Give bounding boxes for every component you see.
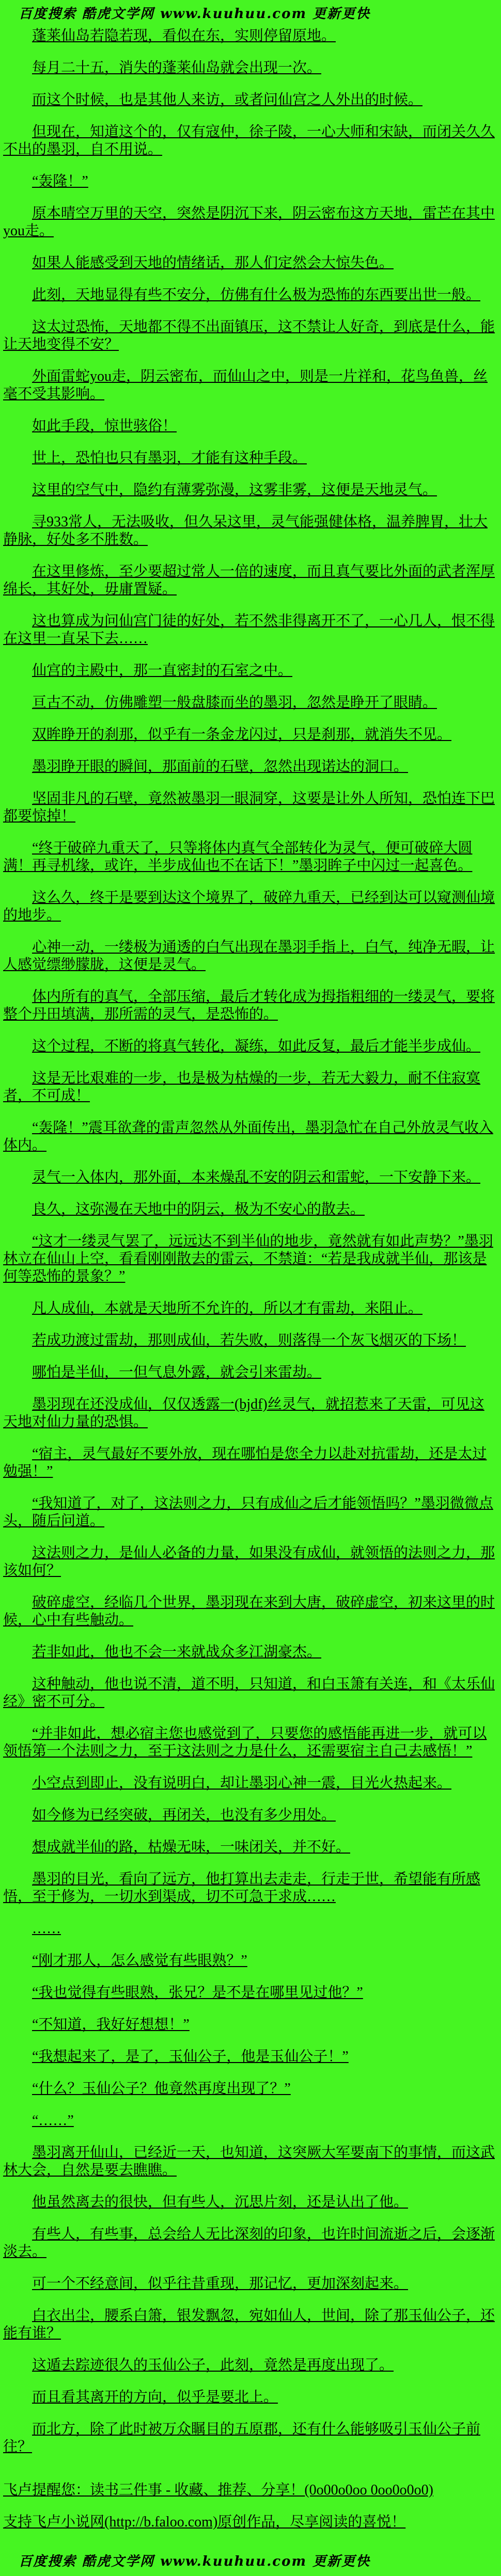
novel-paragraph: 这么久，终于是要到达这个境界了，破碎九重天，已经到达可以窥测仙境的地步。 [3, 890, 495, 923]
novel-paragraph: 可一个不经意间，似乎往昔重现，那记忆，更加深刻起来。 [32, 2276, 409, 2292]
novel-paragraph: 体内所有的真气，全部压缩，最后才转化成为拇指粗细的一缕灵气，要将整个丹田填满，那所需的灵气，是恐怖的。 [3, 989, 495, 1022]
novel-paragraph: “宿主，灵气最好不要外放，现在哪怕是您全力以赴对抗雷劫，还是太过勉强！” [3, 1446, 487, 1479]
novel-paragraph: 这里的空气中，隐约有薄雾弥漫，这雾非雾，这便是天地灵气。 [32, 482, 437, 498]
novel-paragraph: “终于破碎九重天了，只等将体内真气全部转化为灵气，便可破碎大圆满！再寻机缘，或许，半步成仙也不在话下！”墨羽眸子中闪过一起喜色。 [3, 840, 473, 874]
novel-paragraph: 而且看其离开的方向，似乎是要北上。 [32, 2389, 278, 2405]
novel-paragraph: …… [32, 1921, 61, 1937]
novel-paragraph: 良久，这弥漫在天地中的阴云，极为不安心的散去。 [32, 1201, 365, 1217]
novel-paragraph: 世上，恐怕也只有墨羽，才能有这种手段。 [32, 450, 307, 466]
novel-paragraph: 寻933常人，无法吸收，但久呆这里，灵气能强健体格，温养脾胃，壮大静脉，好处多不胜数。 [3, 514, 488, 548]
novel-paragraph: 双眸睁开的刹那，似乎有一条金龙闪过，只是刹那，就消失不见。 [32, 727, 452, 743]
novel-paragraph: 小空点到即止，没有说明白，却让墨羽心神一震，目光火热起来。 [32, 1775, 452, 1791]
novel-paragraph: 若成功渡过雷劫，那则成仙，若失败，则落得一个灰飞烟灭的下场！ [32, 1332, 466, 1348]
novel-paragraph: 这也算成为问仙宫门徒的好处，若不然非得离开不了，一心几人，恨不得在这里一直呆下去…… [3, 613, 495, 647]
novel-paragraph: 有些人，有些事，总会给人无比深刻的印象，也许时间流逝之后，会逐渐淡去。 [3, 2226, 495, 2260]
novel-paragraph: 白衣出尘，腰系白箫，银发飘忽，宛如仙人，世间，除了那玉仙公子，还能有谁？ [3, 2308, 495, 2341]
novel-paragraph: 仙宫的主殿中，那一直密封的石室之中。 [32, 663, 293, 679]
site-banner-top: 百度搜索 酷虎文学网 www.kuuhuu.com 更新更快 [19, 6, 371, 22]
novel-paragraph: 若非如此，他也不会一来就战众多江湖豪杰。 [32, 1644, 322, 1660]
novel-paragraph: 破碎虚空，经临几个世界，墨羽现在来到大唐，破碎虚空，初来这里的时候，心中有些触动。 [3, 1595, 495, 1628]
novel-paragraph: 这遁去踪迹很久的玉仙公子，此刻，竟然是再度出现了。 [32, 2357, 394, 2373]
novel-paragraph: “并非如此，想必宿主您也感觉到了，只要您的感悟能再进一步，就可以领悟第一个法则之力，至于这法则之力是什么，还需要宿主自己去感悟！” [3, 1726, 487, 1759]
novel-paragraph: 墨羽离开仙山，已经近一天，也知道，这突厥大军要南下的事情，而这武林大会，自然是要去瞧瞧。 [3, 2145, 495, 2178]
novel-paragraph: 蓬莱仙岛若隐若现，看似在东，实则停留原地。 [32, 28, 336, 44]
novel-paragraph: “我知道了，对了，这法则之力，只有成仙之后才能领悟吗？”墨羽微微点头，随后问道。 [3, 1495, 493, 1529]
novel-paragraph: 亘古不动，仿佛雕塑一般盘膝而坐的墨羽，忽然是睁开了眼睛。 [32, 695, 437, 711]
support-site-note: 支持飞卢小说网(http://b.faloo.com)原创作品，尽享阅读的喜悦！ [3, 2514, 406, 2530]
novel-paragraph: 坚固非凡的石壁，竟然被墨羽一眼洞穿，这要是让外人所知，恐怕连下巴都要惊掉！ [3, 791, 495, 824]
novel-paragraph: “刚才那人，怎么感觉有些眼熟？” [32, 1953, 247, 1969]
novel-paragraph: “轰隆！” [32, 173, 88, 189]
novel-paragraph: 原本晴空万里的天空，突然是阴沉下来，阴云密布这方天地，雷芒在其中you走。 [3, 205, 495, 239]
novel-content [0, 23, 501, 2531]
novel-paragraph: 这是无比艰难的一步，也是极为枯燥的一步，若无大毅力，耐不住寂寞者，不可成！ [3, 1070, 481, 1104]
novel-paragraph: 每月二十五，消失的蓬莱仙岛就会出现一次。 [32, 60, 322, 76]
novel-paragraph: 但现在，知道这个的，仅有寇仲，徐子陵，一心大师和宋缺，而闭关久久不出的墨羽，自不用说。 [3, 124, 495, 157]
novel-paragraph: “……” [32, 2113, 74, 2129]
novel-paragraph: 如此手段，惊世骇俗！ [32, 418, 177, 434]
site-banner-bottom: 百度搜索 酷虎文学网 www.kuuhuu.com 更新更快 [19, 2554, 371, 2569]
novel-paragraph: 这个过程，不断的将真气转化，凝练，如此反复，最后才能半步成仙。 [32, 1038, 481, 1054]
novel-paragraph: 在这里修炼，至少要超过常人一倍的速度，而且真气要比外面的武者浑厚绵长，其好处，毋庸置疑。 [3, 564, 495, 597]
novel-paragraph: 这种触动，他也说不清，道不明，只知道，和白玉箫有关连，和《太乐仙经》密不可分。 [3, 1676, 495, 1710]
novel-paragraph: 想成就半仙的路，枯燥无味，一味闭关，并不好。 [32, 1839, 351, 1855]
novel-paragraph: 如果人能感受到天地的情绪话，那人们定然会大惊失色。 [32, 255, 394, 271]
novel-paragraph-list [3, 27, 497, 2456]
novel-paragraph: 墨羽的目光，看向了远方，他打算出去走走，行走于世，希望能有所感悟，至于修为，一切水到渠成，切不可急于求成…… [3, 1871, 481, 1905]
novel-paragraph: “不知道，我好好想想！” [32, 2017, 190, 2033]
novel-paragraph: 墨羽现在还没成仙，仅仅透露一(bjdf)丝灵气，就招惹来了天雷，可见这天地对仙力量的恐惧。 [3, 1396, 484, 1430]
novel-paragraph: 哪怕是半仙，一但气息外露，就会引来雷劫。 [32, 1364, 322, 1380]
novel-paragraph: “什么？玉仙公子？他竟然再度出现了？” [32, 2081, 291, 2097]
novel-paragraph: “这才一缕灵气罢了，远远达不到半仙的地步，竟然就有如此声势？”墨羽林立在仙山上空，看看刚刚散去的雷云，不禁道：“若是我成就半仙，那该是何等恐怖的景象？” [3, 1233, 493, 1284]
novel-paragraph: 凡人成仙，本就是天地所不允许的，所以才有雷劫，来阻止。 [32, 1300, 423, 1316]
reading-reminder-note: 飞卢提醒您：读书三件事 - 收藏、推荐、分享！(0o00o0oo 0oo0o0o0) [3, 2482, 433, 2498]
novel-paragraph: 外面雷蛇you走，阴云密布，而仙山之中，则是一片祥和，花鸟鱼兽，丝毫不受其影响。 [3, 368, 488, 402]
novel-paragraph: 而这个时候，也是其他人来访，或者问仙宫之人外出的时候。 [32, 92, 423, 108]
novel-paragraph: 心神一动，一缕极为通透的白气出现在墨羽手指上，白气，纯净无暇，让人感觉缥缈朦胧，这便是灵气。 [3, 939, 495, 973]
novel-paragraph: 这太过恐怖，天地都不得不出面镇压，这不禁让人好奇，到底是什么，能让天地变得不安？ [3, 319, 495, 352]
novel-paragraph: 灵气一入体内，那外面，本来燥乱不安的阴云和雷蛇，一下安静下来。 [32, 1169, 481, 1185]
novel-paragraph: “轰隆！”震耳欲聋的雷声忽然从外面传出，墨羽急忙在自己外放灵气收入体内。 [3, 1120, 493, 1153]
novel-paragraph: “我也觉得有些眼熟，张兄？是不是在哪里见过他？” [32, 1985, 363, 2001]
novel-paragraph: “我想起来了，是了，玉仙公子，他是玉仙公子！” [32, 2049, 349, 2065]
novel-paragraph: 此刻，天地显得有些不安分，仿佛有什么极为恐怖的东西要出世一般。 [32, 287, 481, 303]
novel-paragraph: 这法则之力，是仙人必备的力量，如果没有成仙，就领悟的法则之力，那该如何？ [3, 1545, 495, 1579]
novel-paragraph: 墨羽睁开眼的瞬间，那面前的石壁，忽然出现诺达的洞口。 [32, 759, 409, 775]
novel-paragraph: 如今修为已经突破，再闭关，也没有多少用处。 [32, 1807, 336, 1823]
novel-paragraph: 他虽然离去的很快，但有些人，沉思片刻，还是认出了他。 [32, 2194, 409, 2210]
novel-paragraph: 而北方，除了此时被万众瞩目的五原郡，还有什么能够吸引玉仙公子前往？ [3, 2421, 481, 2455]
